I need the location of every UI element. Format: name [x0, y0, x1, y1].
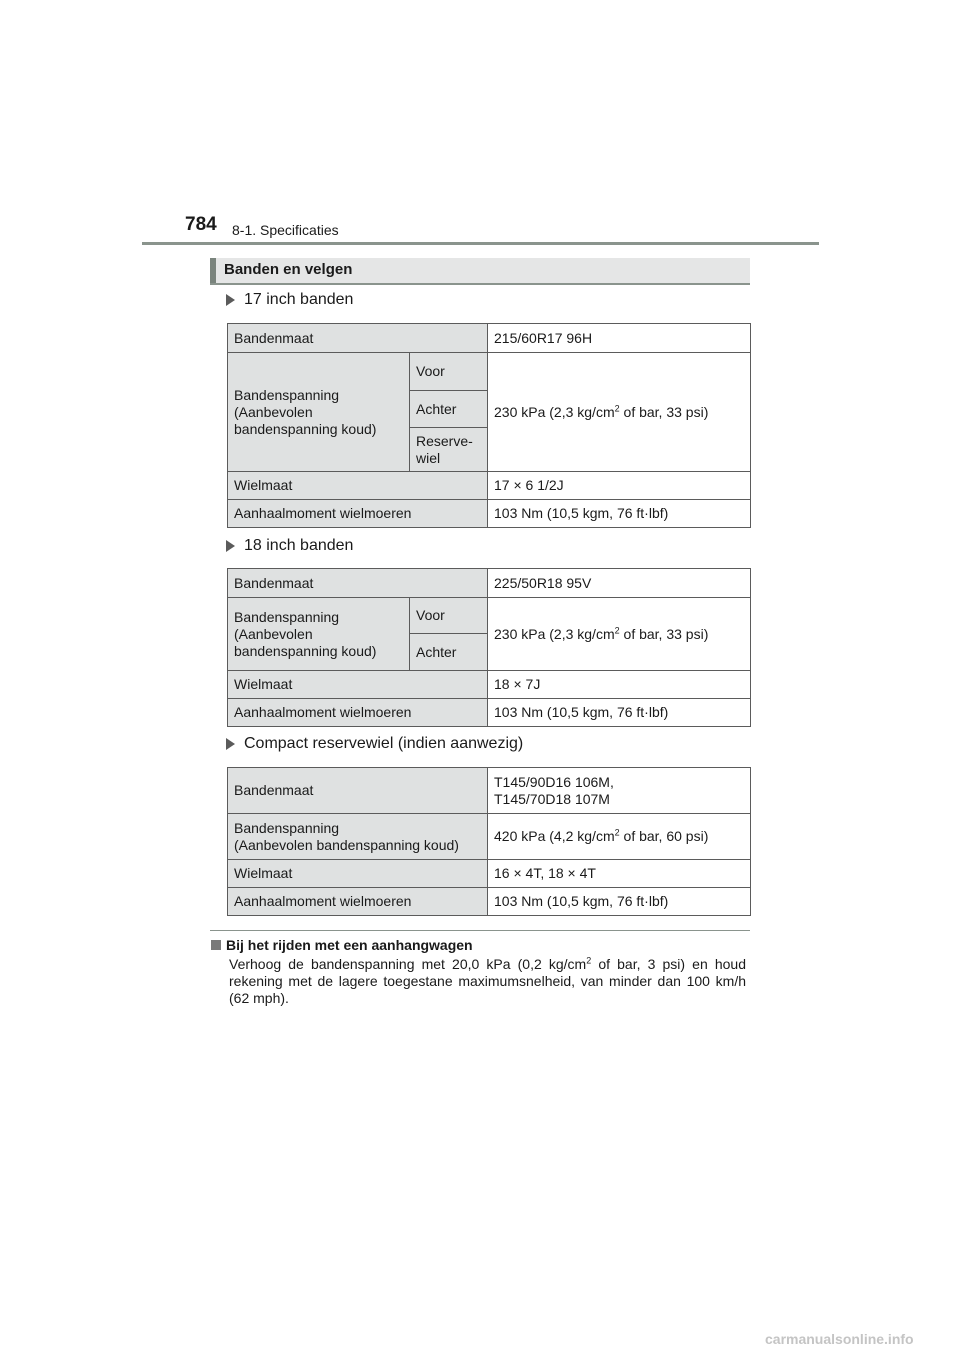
table-cell-label: Achter	[410, 391, 488, 428]
spec-table-compact-spare	[227, 767, 751, 916]
table-cell-label: Bandenspanning (Aanbevolen bandenspanning koud)	[228, 598, 410, 671]
subheading-18-inch	[226, 537, 353, 555]
triangle-bullet-icon	[226, 738, 235, 750]
table-cell-value	[488, 768, 751, 814]
pressure-label-line: (Aanbevolen bandenspanning koud)	[234, 836, 459, 853]
table-cell-label	[228, 814, 488, 860]
table-cell-label: Reserve-wiel	[410, 428, 488, 472]
table-cell-label: Aanhaalmoment wielmoeren	[228, 699, 488, 727]
pressure-value-text: of bar, 60 psi)	[619, 828, 709, 844]
superscript: 2	[614, 827, 620, 838]
table-cell-label: Voor	[410, 353, 488, 391]
table-cell-label: Bandenmaat	[228, 569, 488, 598]
pressure-value-text: of bar, 33 psi)	[619, 625, 709, 642]
table-cell-value	[488, 353, 751, 472]
table-cell-value: 103 Nm (10,5 kgm, 76 ft·lbf)	[488, 888, 751, 916]
subheading-17-inch	[226, 291, 353, 309]
table-cell-label: Aanhaalmoment wielmoeren	[228, 500, 488, 528]
table-cell-value: 225/50R18 95V	[488, 569, 751, 598]
size-value-line: T145/90D16 106M,	[494, 773, 614, 790]
note-title	[211, 937, 473, 953]
pressure-value-text: 230 kPa (2,3 kg/cm	[494, 403, 615, 420]
page-number: 784	[185, 214, 217, 235]
square-bullet-icon	[211, 940, 221, 950]
table-cell-label: Wielmaat	[228, 472, 488, 500]
note-title-text: Bij het rijden met een aanhangwagen	[226, 937, 473, 953]
table-cell-label: Aanhaalmoment wielmoeren	[228, 888, 488, 916]
superscript: 2	[614, 402, 620, 413]
section-title: 8-1. Specificaties	[232, 222, 339, 238]
table-cell-value: 215/60R17 96H	[488, 324, 751, 353]
pressure-value-text: 230 kPa (2,3 kg/cm	[494, 625, 615, 642]
subheading-text: Compact reservewiel (indien aanwezig)	[244, 735, 524, 752]
note-body	[229, 956, 746, 1007]
note-divider	[210, 930, 750, 931]
table-cell-value: 103 Nm (10,5 kgm, 76 ft·lbf)	[488, 699, 751, 727]
header-divider	[142, 242, 819, 245]
table-cell-label: Voor	[410, 598, 488, 634]
subheading-text: 17 inch banden	[244, 291, 354, 308]
table-cell-value	[488, 814, 751, 860]
table-cell-label: Achter	[410, 634, 488, 671]
section-heading-bar	[210, 258, 750, 285]
superscript: 2	[586, 955, 592, 966]
table-cell-label: Bandenspanning (Aanbevolen bandenspanning koud)	[228, 353, 410, 472]
size-value-line: T145/70D18 107M	[494, 790, 610, 807]
table-cell-label: Wielmaat	[228, 671, 488, 699]
heading-accent	[210, 258, 216, 283]
spec-table-17-inch	[227, 323, 751, 528]
superscript: 2	[614, 624, 620, 635]
table-cell-value: 103 Nm (10,5 kgm, 76 ft·lbf)	[488, 500, 751, 528]
section-heading: Banden en velgen	[224, 261, 353, 278]
table-cell-label: Wielmaat	[228, 860, 488, 888]
note-text: of bar, 3 psi) en houd rekening met de lagere toegestane maximumsnelheid, van minder dan 100 km/h (62 mph).	[229, 956, 746, 1006]
watermark: carmanualsonline.info	[765, 1331, 914, 1347]
subheading-text: 18 inch banden	[244, 537, 354, 554]
pressure-label-line: Bandenspanning	[234, 819, 340, 836]
pressure-value-text: 420 kPa (4,2 kg/cm	[494, 828, 615, 844]
spec-table-18-inch	[227, 568, 751, 727]
table-cell-value: 17 × 6 1/2J	[488, 472, 751, 500]
table-cell-value: 18 × 7J	[488, 671, 751, 699]
triangle-bullet-icon	[226, 540, 235, 552]
table-cell-label: Bandenmaat	[228, 324, 488, 353]
pressure-value-text: of bar, 33 psi)	[619, 403, 709, 420]
subheading-compact-spare	[226, 735, 523, 753]
triangle-bullet-icon	[226, 294, 235, 306]
table-cell-label: Bandenmaat	[228, 768, 488, 814]
table-cell-value	[488, 598, 751, 671]
note-text: Verhoog de bandenspanning met 20,0 kPa (0,2 kg/cm	[229, 956, 587, 972]
table-cell-value: 16 × 4T, 18 × 4T	[488, 860, 751, 888]
